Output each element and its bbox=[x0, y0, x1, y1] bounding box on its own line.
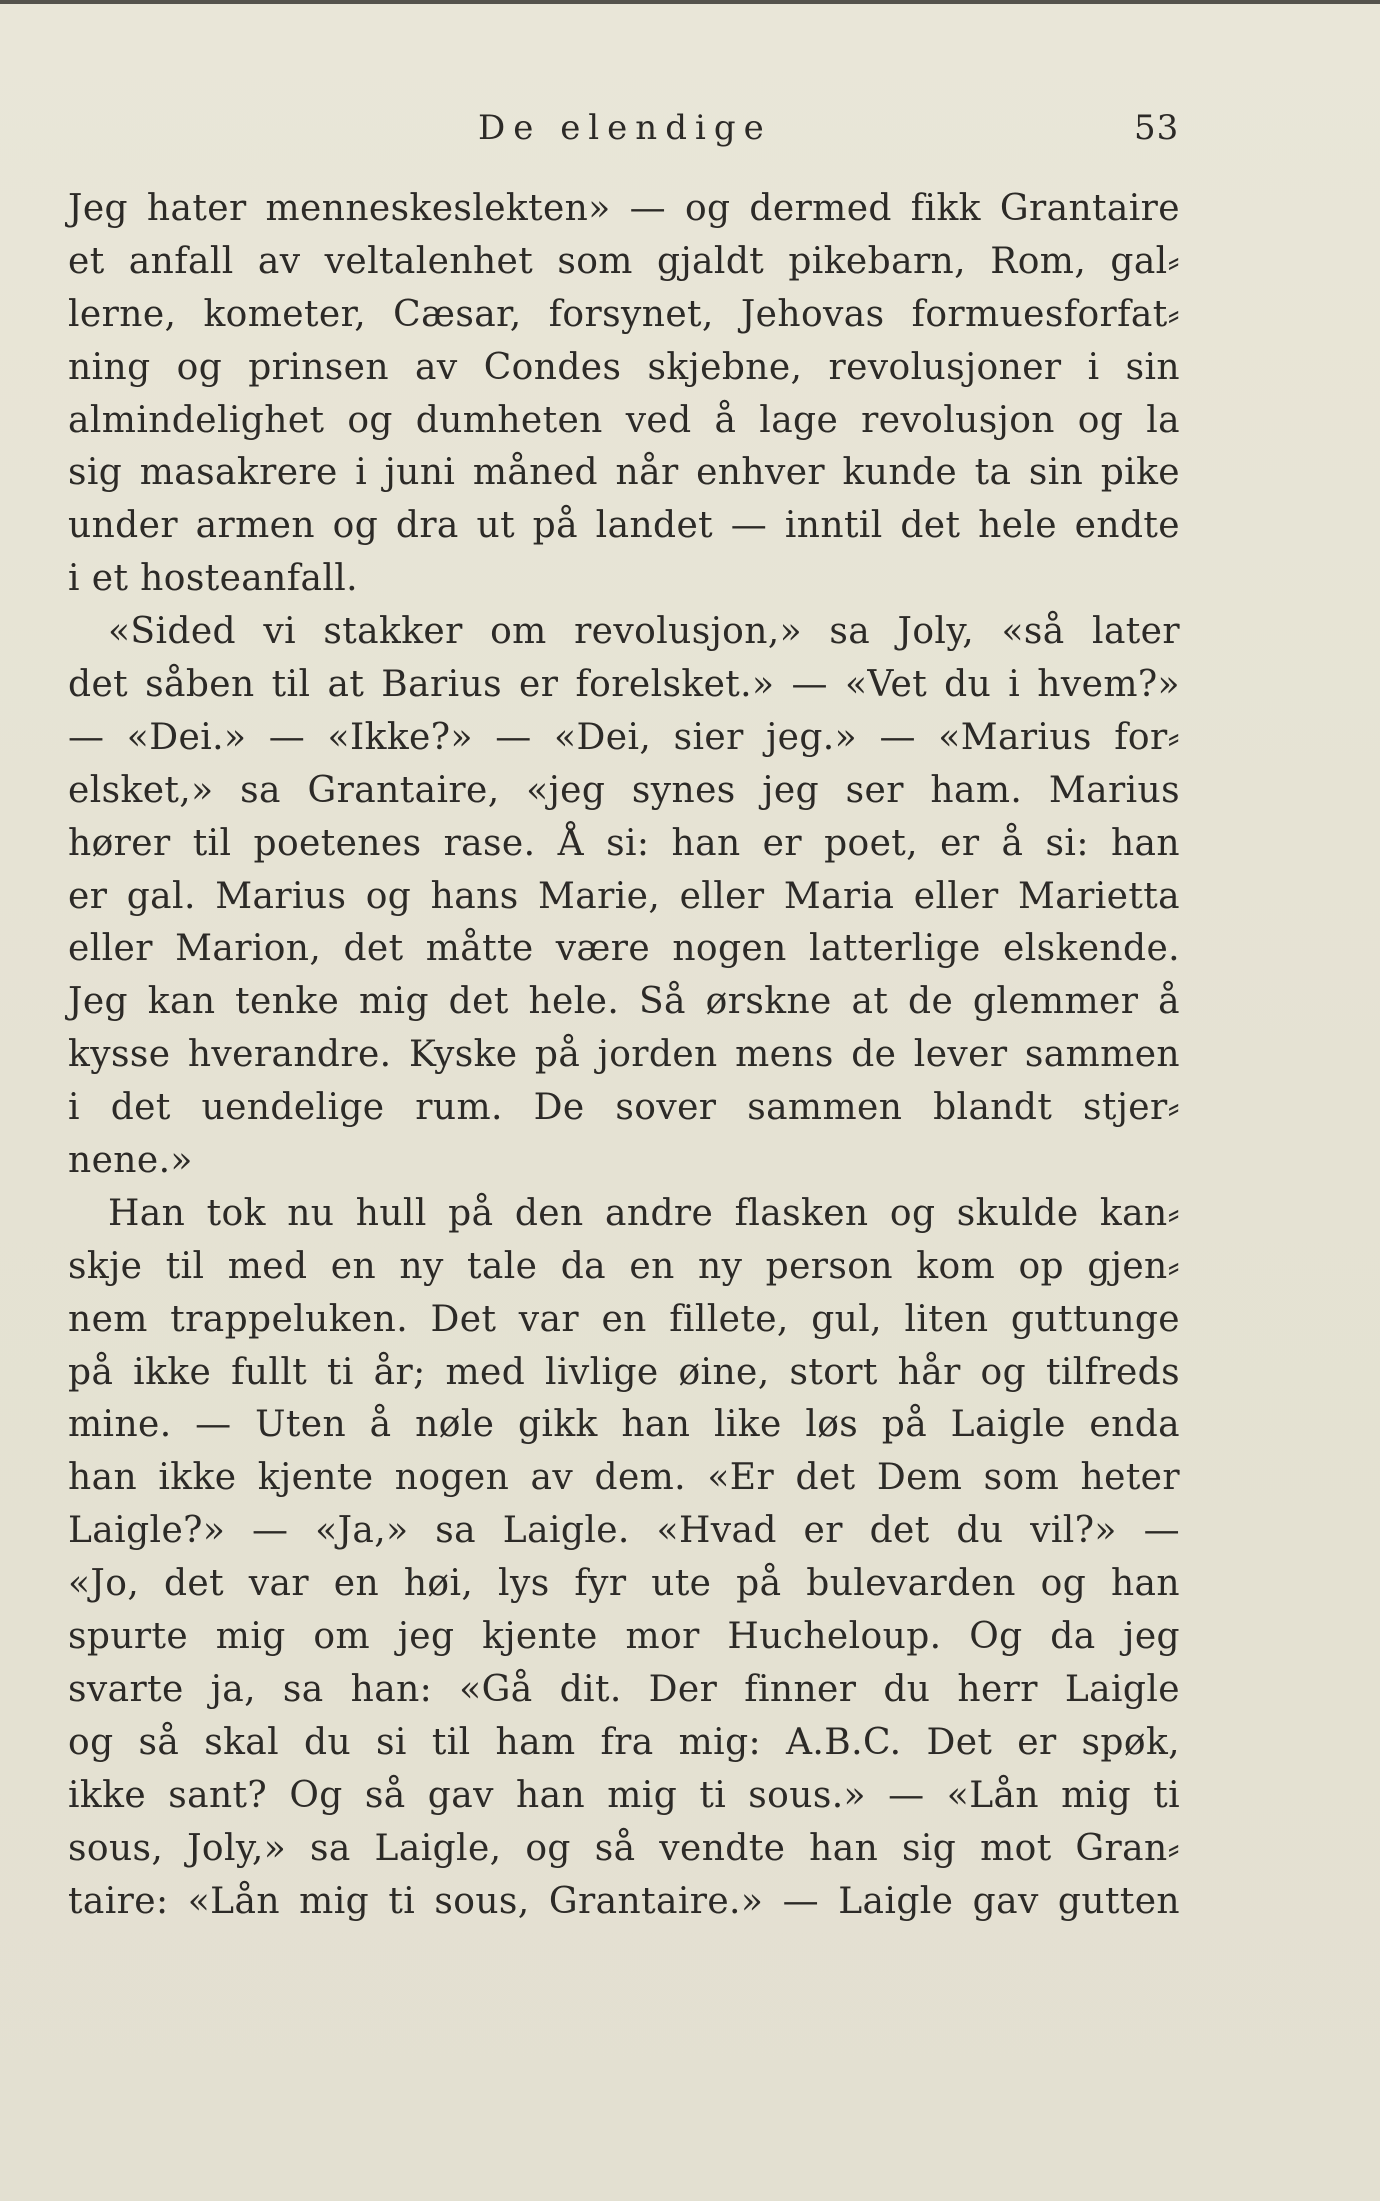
text-line: og så skal du si til ham fra mig: A.B.C. Det er spøk, bbox=[68, 1721, 1180, 1763]
text-line: svarte ja, sa han: «Gå dit. Der finner du herr Laigle bbox=[68, 1668, 1180, 1710]
text-line: taire: «Lån mig ti sous, Grantaire.» — Laigle gav gutten bbox=[68, 1880, 1180, 1922]
text-line: — «Dei.» — «Ikke?» — «Dei, sier jeg.» — «Marius for⸗ bbox=[68, 716, 1180, 758]
text-line: Jeg hater menneskeslekten» — og dermed fikk Grantaire bbox=[68, 188, 1180, 229]
text-line: eller Marion, det måtte være nogen latterlige elskende. bbox=[68, 928, 1180, 970]
text-line: sig masakrere i juni måned når enhver kunde ta sin pike bbox=[68, 452, 1180, 494]
text-line: lerne, kometer, Cæsar, forsynet, Jehovas formuesforfat⸗ bbox=[68, 293, 1180, 335]
text-line: i det uendelige rum. De sover sammen blandt stjer⸗ bbox=[68, 1087, 1180, 1129]
page-header bbox=[0, 104, 1380, 154]
text-line: under armen og dra ut på landet — inntil det hele endte bbox=[68, 505, 1180, 547]
text-line: ikke sant? Og så gav han mig ti sous.» — «Lån mig ti bbox=[68, 1774, 1180, 1816]
text-line: han ikke kjente nogen av dem. «Er det Dem som heter bbox=[68, 1457, 1180, 1499]
text-line: elsket,» sa Grantaire, «jeg synes jeg ser ham. Marius bbox=[68, 769, 1180, 811]
text-line: almindelighet og dumheten ved å lage revolusjon og la bbox=[68, 399, 1180, 441]
page-top-edge bbox=[0, 0, 1380, 4]
text-line: nem trappeluken. Det var en fillete, gul, liten guttunge bbox=[68, 1298, 1180, 1340]
text-line: spurte mig om jeg kjente mor Hucheloup. Og da jeg bbox=[68, 1616, 1180, 1658]
text-line: i et hosteanfall. bbox=[68, 558, 358, 600]
page-number: 53 bbox=[1134, 108, 1180, 148]
text-line: ning og prinsen av Condes skjebne, revolusjoner i sin bbox=[68, 346, 1180, 388]
text-line: «Sided vi stakker om revolusjon,» sa Joly, «så later bbox=[108, 611, 1180, 653]
text-line: det såben til at Barius er forelsket.» — «Vet du i hvem?» bbox=[68, 664, 1180, 706]
text-line: mine. — Uten å nøle gikk han like løs på Laigle enda bbox=[68, 1404, 1180, 1446]
text-line: Han tok nu hull på den andre flasken og skulde kan⸗ bbox=[108, 1192, 1180, 1234]
text-line: «Jo, det var en høi, lys fyr ute på bulevarden og han bbox=[68, 1563, 1180, 1605]
text-line: skje til med en ny tale da en ny person kom op gjen⸗ bbox=[68, 1245, 1180, 1287]
text-line: hører til poetenes rase. Å si: han er poet, er å si: han bbox=[68, 822, 1180, 864]
running-title: De elendige bbox=[478, 108, 772, 148]
text-line: på ikke fullt ti år; med livlige øine, stort hår og tilfreds bbox=[68, 1351, 1180, 1393]
text-line: er gal. Marius og hans Marie, eller Maria eller Marietta bbox=[68, 875, 1180, 917]
text-line: Jeg kan tenke mig det hele. Så ørskne at de glemmer å bbox=[68, 981, 1180, 1023]
text-line: nene.» bbox=[68, 1140, 193, 1182]
text-line: Laigle?» — «Ja,» sa Laigle. «Hvad er det du vil?» — bbox=[68, 1510, 1180, 1552]
text-line: sous, Joly,» sa Laigle, og så vendte han sig mot Gran⸗ bbox=[68, 1827, 1180, 1869]
text-line: et anfall av veltalenhet som gjaldt pikebarn, Rom, gal⸗ bbox=[68, 240, 1180, 282]
text-line: kysse hverandre. Kyske på jorden mens de lever sammen bbox=[68, 1034, 1180, 1076]
body-text bbox=[68, 183, 1180, 1928]
